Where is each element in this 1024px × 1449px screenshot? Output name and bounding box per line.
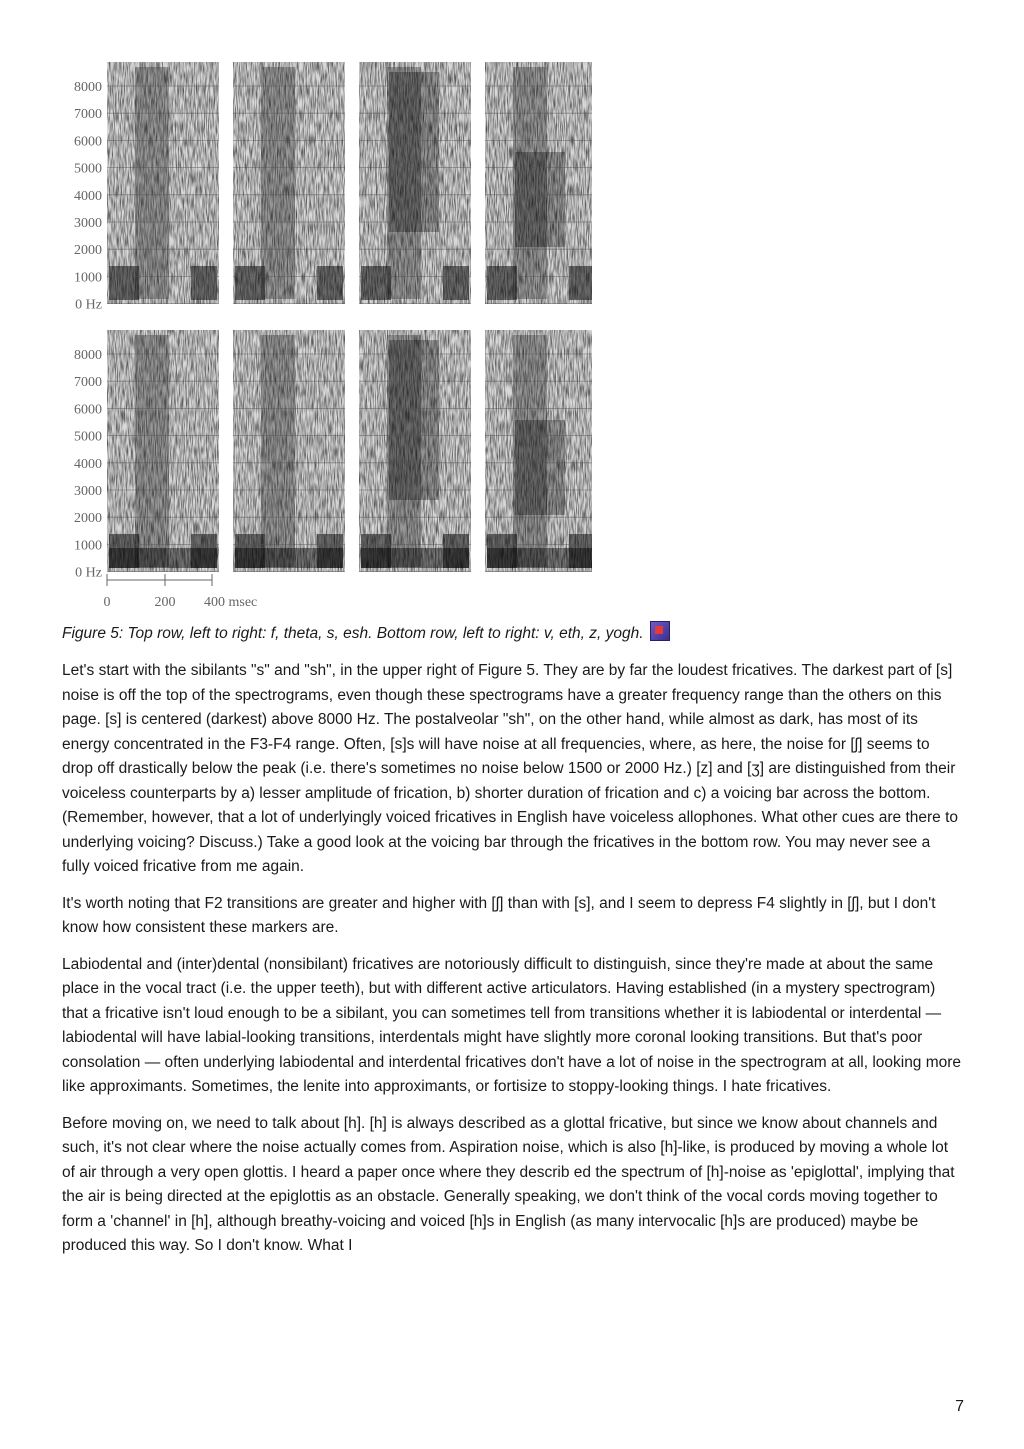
y-tick-label: 7000 xyxy=(74,107,102,123)
y-tick-label: 2000 xyxy=(74,243,102,259)
spectrogram-figure xyxy=(62,60,592,615)
y-tick-label: 1000 xyxy=(74,538,102,554)
paragraph-sibilants: Let's start with the sibilants "s" and "sh", in the upper right of Figure 5. They are by far the loudest fricatives. The darkest part of [s] noise is off the top of the spectrograms, even though these spectrograms have a greater frequency range than the others on this page. [s] is centered (darkest) above 8000 Hz. The postalveolar "sh", on the other hand, while almost as dark, has most of its energy concentrated in the F3-F4 range. Often, [s]s will have noise at all frequencies, where, as here, the noise for [ʃ] seems to drop off drastically below the peak (i.e. there's sometimes no noise below 1500 or 2000 Hz.) [z] and [ʒ] are distinguished from their voiceless counterparts by a) lesser amplitude of frication, b) shorter duration of frication and c) a voicing bar across the bottom. (Remember, however, that a lot of underlyingly voiced fricatives in English have voiceless allophones. What other cues are there to underlying voicing? Discuss.) Take a good look at the voicing bar through the fricatives in the bottom row. You may never see a fully voiced fricative from me again. xyxy=(62,662,959,875)
y-tick-label: 5000 xyxy=(74,429,102,445)
y-tick-label: 5000 xyxy=(74,161,102,177)
spectrogram-panel-eth xyxy=(233,330,345,572)
spectrogram-panel-esh xyxy=(485,62,592,304)
figure-caption xyxy=(62,621,962,645)
paragraph-h: Before moving on, we need to talk about [h]. [h] is always described as a glottal fricative, but since we know about channels and such, it's not clear where the noise actually comes from. Aspiration noise, which is also [h]-like, is produced by moving a whole lot of air through a very open glottis. I heard a paper once where they describ ed the spectrum of [h]-noise as 'epiglottal', implying that the air is being directed at the epiglottis as an obstacle. Generally speaking, we don't think of the vocal cords moving together to form a 'channel' in [h], although breathy-voicing and voiced [h]s in English (as many intervocalic [h]s are produced) maybe be produced this way. So I don't know. What I xyxy=(62,1114,955,1254)
y-tick-label: 4000 xyxy=(74,188,102,204)
y-tick-label: 7000 xyxy=(74,375,102,391)
spectrogram-panel-theta xyxy=(233,62,345,304)
spectrogram-panel-z xyxy=(359,330,471,572)
y-tick-label: 1000 xyxy=(74,270,102,286)
figure-caption-text: Figure 5: Top row, left to right: f, theta, s, esh. Bottom row, left to right: v, eth, z, yogh. xyxy=(62,625,644,642)
y-tick-label: 0 Hz xyxy=(75,297,102,313)
y-tick-label: 6000 xyxy=(74,134,102,150)
spectrogram-panel-s xyxy=(359,62,471,304)
paragraph-f2-transitions: It's worth noting that F2 transitions are greater and higher with [ʃ] than with [s], and I seem to depress F4 slightly in [ʃ], but I don't know how consistent these markers are. xyxy=(62,894,936,936)
paragraph-labiodental: Labiodental and (inter)dental (nonsibilant) fricatives are notoriously difficult to distinguish, since they're made at about the same place in the vocal tract (i.e. the upper teeth), but with different active articulators. Having established (in a mystery spectrogram) that a fricative isn't loud enough to be a sibilant, you can sometimes tell from transitions whether it is labiodental or interdental — labiodental will have labial-looking transitions, interdentals might have slightly more coronal looking transitions. But that's poor consolation — often underlying labiodental and interdental fricatives don't have a lot of noise in the spectrogram at all, looking more like approximants. Sometimes, the lenite into approximants, or fortisize to stoppy-looking things. I hate fricatives. xyxy=(62,955,962,1095)
y-tick-label: 8000 xyxy=(74,348,102,363)
x-tick-label: 0 xyxy=(103,595,111,610)
y-tick-label: 4000 xyxy=(74,456,102,472)
spectrogram-panel-f xyxy=(107,62,219,304)
y-tick-label: 8000 xyxy=(74,80,102,95)
y-tick-label: 3000 xyxy=(74,484,102,499)
y-tick-label: 2000 xyxy=(74,511,102,527)
figure-badge-icon[interactable] xyxy=(650,621,670,641)
body-text xyxy=(62,659,962,1271)
spectrogram-panel-v xyxy=(107,330,219,572)
spectrogram-panel-yogh xyxy=(485,330,592,572)
y-tick-label: 6000 xyxy=(74,402,102,418)
y-tick-label: 0 Hz xyxy=(75,565,102,581)
page-number: 7 xyxy=(955,1398,964,1415)
x-tick-label: 200 xyxy=(154,595,176,610)
y-tick-label: 3000 xyxy=(74,216,102,231)
spectrogram-grid xyxy=(62,60,592,615)
x-tick-label: 400 msec xyxy=(204,595,258,610)
